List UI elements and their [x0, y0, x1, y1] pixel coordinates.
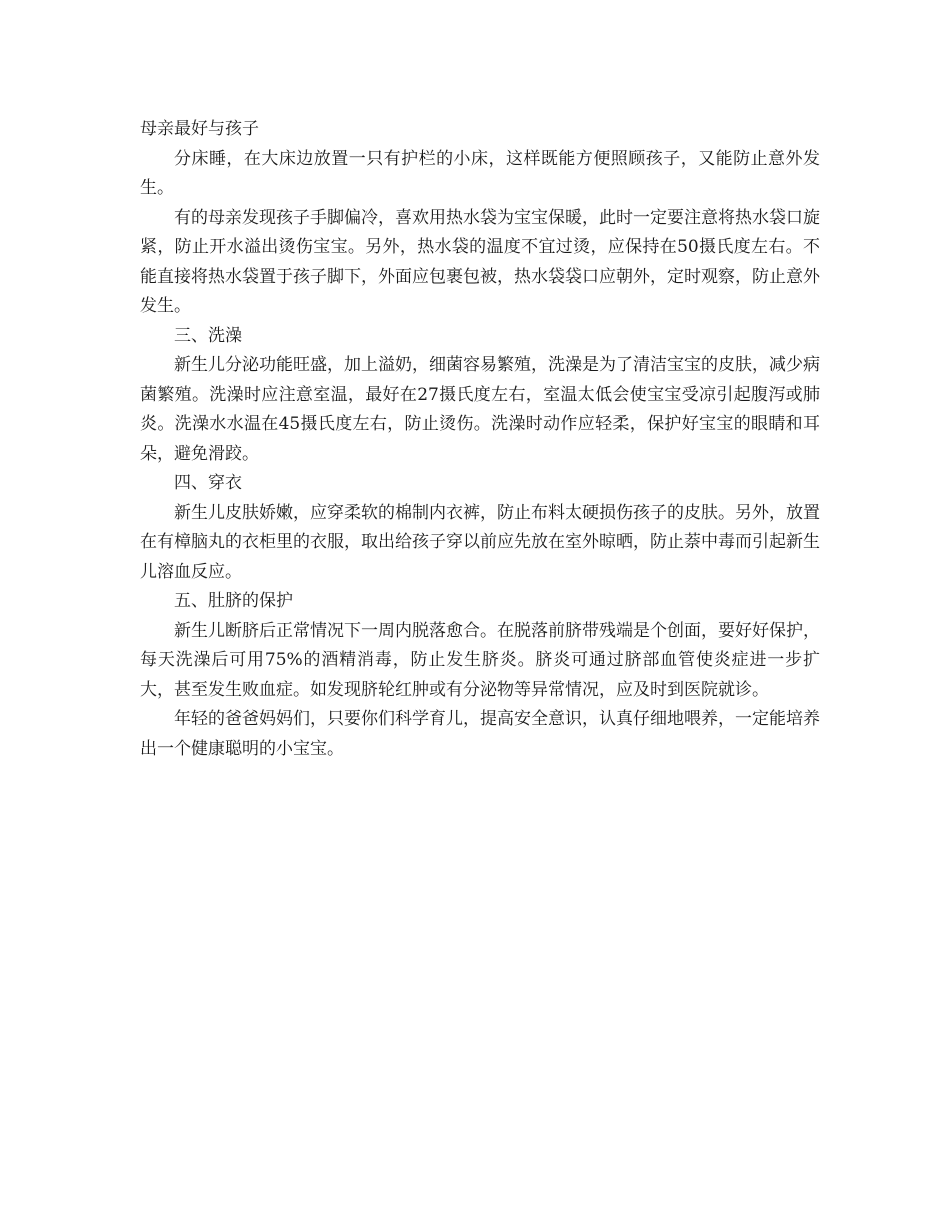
paragraph-bathing: 新生儿分泌功能旺盛，加上溢奶，细菌容易繁殖，洗澡是为了清洁宝宝的皮肤，减少病菌繁殖。洗澡时应注意室温，最好在27摄氏度左右，室温太低会使宝宝受凉引起腹泻或肺炎。洗澡水水温在45摄氏度左右，防止烫伤。洗澡时动作应轻柔，保护好宝宝的眼睛和耳朵，避免滑跤。 — [140, 355, 820, 464]
section-heading-clothing: 四、穿衣 — [174, 473, 242, 493]
paragraph-conclusion: 年轻的爸爸妈妈们，只要你们科学育儿，提高安全意识，认真仔细地喂养，一定能培养出一个健康聪明的小宝宝。 — [140, 709, 820, 759]
document-body — [140, 115, 820, 764]
section-heading-navel-care: 五、肚脐的保护 — [174, 591, 293, 611]
section-heading-bathing: 三、洗澡 — [174, 325, 242, 346]
paragraph-intro: 母亲最好与孩子 — [140, 119, 259, 139]
paragraph-separate-bed: 分床睡，在大床边放置一只有护栏的小床，这样既能方便照顾孩子，又能防止意外发生。 — [140, 148, 820, 198]
paragraph-hot-water-bag: 有的母亲发现孩子手脚偏冷，喜欢用热水袋为宝宝保暖，此时一定要注意将热水袋口旋紧，防止开水溢出烫伤宝宝。另外，热水袋的温度不宜过烫，应保持在50摄氏度左右。不能直接将热水袋置于孩子脚下，外面应包裹包被，热水袋袋口应朝外，定时观察，防止意外发生。 — [140, 207, 820, 316]
paragraph-clothing: 新生儿皮肤娇嫩，应穿柔软的棉制内衣裤，防止布料太硬损伤孩子的皮肤。另外，放置在有樟脑丸的衣柜里的衣服，取出给孩子穿以前应先放在室外晾晒，防止萘中毒而引起新生儿溶血反应。 — [140, 502, 820, 582]
paragraph-navel-care: 新生儿断脐后正常情况下一周内脱落愈合。在脱落前脐带残端是个创面，要好好保护，每天洗澡后可用75%的酒精消毒，防止发生脐炎。脐炎可通过脐部血管使炎症进一步扩大，甚至发生败血症。如发现脐轮红肿或有分泌物等异常情况，应及时到医院就诊。 — [140, 620, 820, 700]
